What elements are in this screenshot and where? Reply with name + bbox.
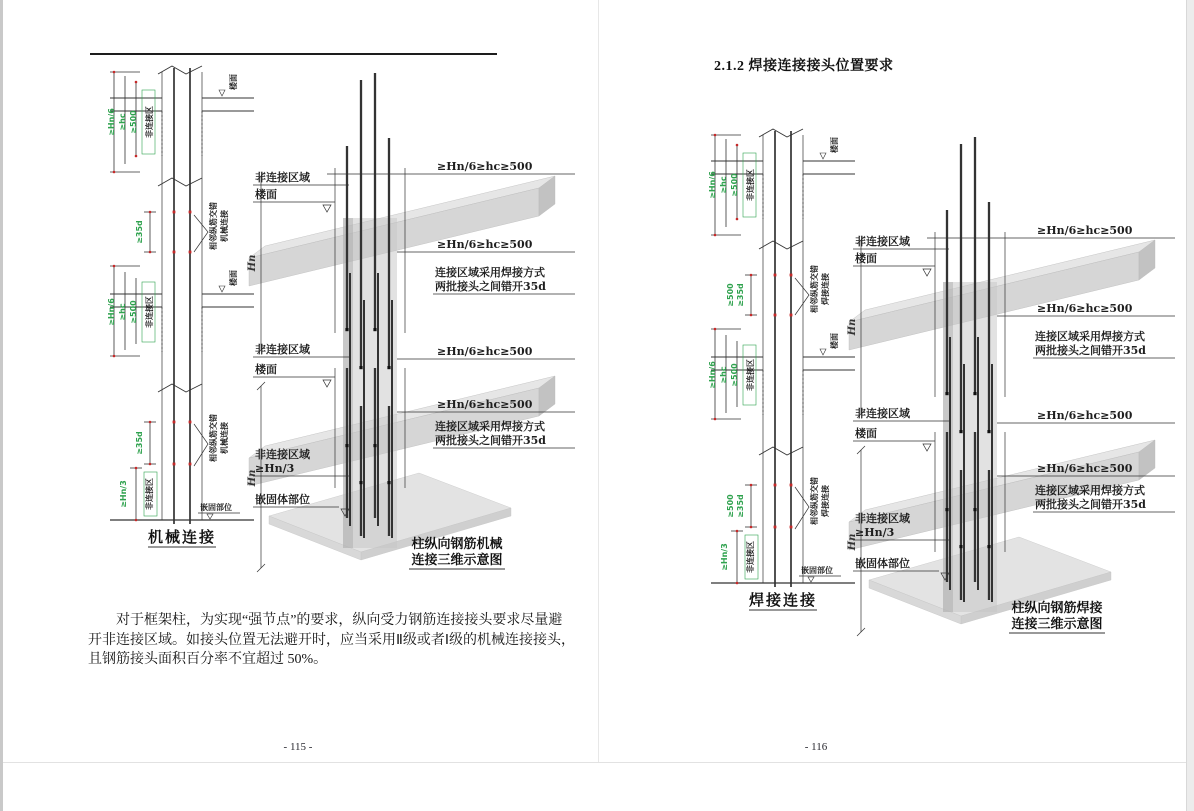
dim-label-hn3: ≥Hn/3 bbox=[119, 480, 128, 508]
stagger-label-b2: ≥500 bbox=[726, 494, 735, 518]
floor-label-mid: 楼面 bbox=[229, 270, 238, 286]
leader-lines bbox=[194, 215, 208, 466]
stagger-label-a2: ≥35d bbox=[135, 431, 144, 455]
iso-zone-1: 非连接区域 bbox=[855, 235, 910, 248]
iso-weld-2a: 连接区域采用焊接方式 bbox=[1035, 484, 1145, 497]
iso-zone-2: 非连接区域 bbox=[855, 407, 910, 420]
embed-label: 嵌固部位 bbox=[801, 566, 833, 575]
stagger-label-a1: ≥35d bbox=[736, 283, 745, 307]
column-rebar-lines bbox=[174, 68, 190, 524]
dim-label-hc-mid: ≥hc bbox=[719, 366, 728, 384]
dim-label-hc: ≥hc bbox=[719, 176, 728, 194]
iso-hn3: ≥Hn/3 bbox=[255, 462, 295, 475]
floor-label-mid: 楼面 bbox=[830, 333, 839, 349]
dim-label-hn6-mid: ≥Hn/6 bbox=[708, 361, 717, 389]
dim-label-hn6: ≥Hn/6 bbox=[708, 171, 717, 199]
body-paragraph bbox=[88, 611, 612, 670]
iso-ann-2: ≥Hn/6≥hc≥500 bbox=[437, 238, 533, 251]
iso-floor-2: 楼面 bbox=[855, 427, 877, 440]
zone-label-bottom: 非连接区 bbox=[145, 478, 154, 510]
iso-ann-3: ≥Hn/6≥hc≥500 bbox=[437, 345, 533, 358]
paragraph-line: 开非连接区域。如接头位置无法避开时，应当采用Ⅱ级或者Ⅰ级的机械连接接头， bbox=[88, 632, 576, 648]
paragraph-line: 对于框架柱，为实现“强节点”的要求，纵向受力钢筋连接接头要求尽量避 bbox=[116, 613, 563, 628]
zone-label-top: 非连接区 bbox=[746, 169, 755, 201]
zone-label-mid: 非连接区 bbox=[145, 296, 154, 328]
dim-label-hn6-mid: ≥Hn/6 bbox=[107, 298, 116, 326]
iso-ann-4: ≥Hn/6≥hc≥500 bbox=[437, 398, 533, 411]
iso-ann-2: ≥Hn/6≥hc≥500 bbox=[1037, 302, 1133, 315]
leader-lines bbox=[795, 278, 809, 529]
adjacent-splice-label-1a: 相邻纵筋交错 bbox=[810, 265, 819, 313]
iso-hn-lower: Hn bbox=[247, 469, 258, 487]
iso-caption-1: 柱纵向钢筋机械 bbox=[411, 537, 503, 552]
window-left-edge bbox=[0, 0, 3, 811]
dim-label-500: ≥500 bbox=[730, 173, 739, 197]
iso-zone-1: 非连接区域 bbox=[255, 171, 310, 184]
window-right-edge bbox=[1186, 0, 1194, 811]
dim-label-hc: ≥hc bbox=[118, 113, 127, 131]
iso-caption-2: 连接三维示意图 bbox=[1011, 617, 1103, 632]
adjacent-splice-label-1a: 相邻纵筋交错 bbox=[209, 202, 218, 250]
adjacent-splice-label-1b: 机械连接 bbox=[220, 210, 229, 242]
iso-ann-4: ≥Hn/6≥hc≥500 bbox=[1037, 462, 1133, 475]
iso-diagram-welded bbox=[839, 132, 1179, 652]
iso-weld-2b: 两批接头之间错开35d bbox=[435, 434, 546, 447]
iso-caption-1: 柱纵向钢筋焊接 bbox=[1011, 601, 1103, 616]
iso-hn-upper: Hn bbox=[847, 318, 858, 336]
elevation-caption: 焊接连接 bbox=[748, 591, 818, 609]
iso-hn-lower: Hn bbox=[847, 533, 858, 551]
column-outline bbox=[759, 129, 803, 583]
iso-zone-3: 非连接区域 bbox=[855, 512, 910, 525]
iso-embed: 嵌固体部位 bbox=[255, 493, 310, 506]
iso-weld-2b: 两批接头之间错开35d bbox=[1035, 498, 1146, 511]
adjacent-splice-label-2a: 相邻纵筋交错 bbox=[810, 477, 819, 525]
iso-diagram-mechanical bbox=[239, 68, 579, 588]
iso-hn3: ≥Hn/3 bbox=[855, 526, 895, 539]
stagger-label-a1: ≥35d bbox=[135, 220, 144, 244]
iso-ann-1: ≥Hn/6≥hc≥500 bbox=[1037, 224, 1133, 237]
iso-zone-2: 非连接区域 bbox=[255, 343, 310, 356]
dim-label-500-mid: ≥500 bbox=[730, 363, 739, 387]
column-rebar-lines bbox=[775, 131, 791, 587]
section-heading: 2.1.2 焊接连接接头位置要求 bbox=[714, 59, 894, 74]
iso-hn-upper: Hn bbox=[247, 254, 258, 272]
iso-zone-3: 非连接区域 bbox=[255, 448, 310, 461]
iso-floor-2: 楼面 bbox=[255, 363, 277, 376]
page-bottom-edge bbox=[0, 762, 1194, 763]
iso-weld-1a: 连接区域采用焊接方式 bbox=[435, 266, 545, 279]
iso-floor-1: 楼面 bbox=[255, 188, 277, 201]
iso-weld-2a: 连接区域采用焊接方式 bbox=[435, 420, 545, 433]
elevation-caption: 机械连接 bbox=[147, 528, 217, 546]
iso-ann-3: ≥Hn/6≥hc≥500 bbox=[1037, 409, 1133, 422]
page-number-116: - 116 bbox=[804, 741, 828, 753]
column-outline bbox=[158, 66, 202, 520]
paragraph-line: 且钢筋接头面积百分率不宜超过 50%。 bbox=[88, 652, 328, 667]
zone-label-mid: 非连接区 bbox=[746, 359, 755, 391]
green-dimension-brackets bbox=[110, 72, 157, 520]
iso-embed: 嵌固体部位 bbox=[855, 557, 910, 570]
zone-label-top: 非连接区 bbox=[145, 106, 154, 138]
iso-weld-1a: 连接区域采用焊接方式 bbox=[1035, 330, 1145, 343]
header-rule bbox=[90, 53, 497, 55]
adjacent-splice-label-2b: 机械连接 bbox=[220, 422, 229, 454]
iso-ann-1: ≥Hn/6≥hc≥500 bbox=[437, 160, 533, 173]
page-number-115: - 115 - bbox=[283, 741, 313, 753]
adjacent-splice-label-2a: 相邻纵筋交错 bbox=[209, 414, 218, 462]
dim-label-hc-mid: ≥hc bbox=[118, 303, 127, 321]
stagger-label-b1: ≥500 bbox=[726, 283, 735, 307]
dim-label-500-mid: ≥500 bbox=[129, 300, 138, 324]
iso-floor-1: 楼面 bbox=[855, 252, 877, 265]
iso-caption-2: 连接三维示意图 bbox=[411, 553, 503, 568]
dim-label-hn6: ≥Hn/6 bbox=[107, 108, 116, 136]
page-divider bbox=[598, 0, 599, 763]
adjacent-splice-label-1b: 焊接连接 bbox=[821, 273, 830, 305]
dim-label-500: ≥500 bbox=[129, 110, 138, 134]
zone-label-bottom: 非连接区 bbox=[746, 541, 755, 573]
embed-label: 嵌固部位 bbox=[200, 503, 232, 512]
iso-weld-1b: 两批接头之间错开35d bbox=[435, 280, 546, 293]
floor-label-top: 楼面 bbox=[229, 74, 238, 90]
iso-weld-1b: 两批接头之间错开35d bbox=[1035, 344, 1146, 357]
dim-label-hn3: ≥Hn/3 bbox=[720, 543, 729, 571]
floor-label-top: 楼面 bbox=[830, 137, 839, 153]
stagger-label-a2: ≥35d bbox=[736, 494, 745, 518]
adjacent-splice-label-2b: 焊接连接 bbox=[821, 485, 830, 517]
